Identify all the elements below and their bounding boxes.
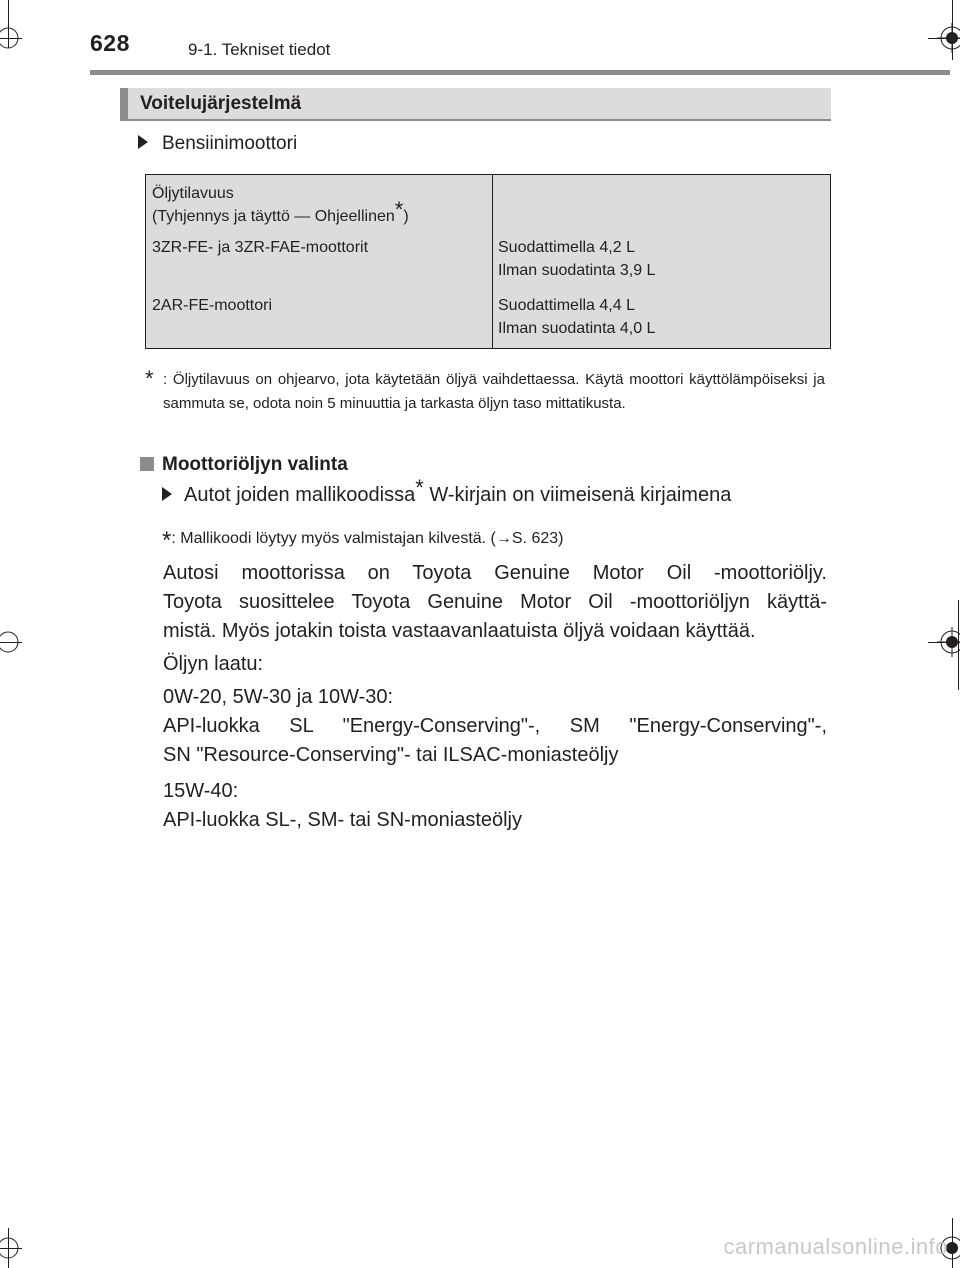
oil-capacity-table (145, 174, 831, 349)
table-header-asterisk: * (394, 196, 404, 222)
footnote-asterisk: * (145, 366, 154, 391)
watermark: carmanualsonline.info (723, 1234, 948, 1259)
table-header-cell (146, 175, 493, 237)
model-code-footnote-text: : Mallikoodi löytyy myös valmistajan kilvestä. (→S. 623) (171, 530, 564, 547)
model-code-text-part1: Autot joiden mallikoodissa (184, 484, 416, 506)
table-row (146, 294, 831, 349)
table-header-line2-text: (Tyhjennys ja täyttö — Ohjeellinen (152, 208, 395, 225)
oil-selection-heading (140, 454, 348, 476)
capacity-without-filter: Ilman suodatinta 4,0 L (498, 320, 656, 337)
table-header-line1: Öljytilavuus (152, 185, 234, 202)
recommendation-paragraph (163, 559, 827, 646)
recommendation-line: mistä. Myös jotakin toista vastaavanlaatuista öljyä voidaan käyttää. (163, 620, 756, 642)
registration-target-icon (937, 627, 960, 657)
grade-spec-line: API-luokka SL "Energy-Conserving"-, SM "Energy-Conserving"-, (163, 715, 827, 737)
engine-cell: 2AR-FE-moottori (146, 294, 493, 349)
page-number: 628 (90, 30, 130, 56)
section-bar-accent (120, 88, 128, 119)
table-header-row (146, 175, 831, 237)
grade-spec-line: SN "Resource-Conserving"- tai ILSAC-moniasteöljy (163, 744, 619, 766)
recommendation-line: Toyota suosittelee Toyota Genuine Motor Oil -moottoriöljyn käyttä- (163, 591, 827, 613)
model-code-asterisk: * (415, 475, 424, 501)
table-header-close: ) (403, 208, 409, 225)
capacity-cell (493, 294, 831, 349)
registration-target-icon (0, 23, 23, 53)
section-title: Voitelujärjestelmä (140, 93, 302, 114)
engine-cell: 3ZR-FE- ja 3ZR-FAE-moottorit (146, 236, 493, 294)
model-code-footnote (162, 522, 564, 554)
oil-quality-label: Öljyn laatu: (163, 653, 264, 675)
section-title-bar (120, 88, 831, 121)
footnote-text: : Öljytilavuus on ohjearvo, jota käytetään öljyä vaihdettaessa. Käytä moottori käyttölämpöiseksi ja sammuta se, odota noin 5 minuuttia ja tarkasta öljyn taso mittatikusta. (163, 371, 825, 412)
model-code-subheading (162, 475, 732, 507)
capacity-footnote (145, 368, 825, 416)
capacity-cell (493, 236, 831, 294)
capacity-with-filter: Suodattimella 4,2 L (498, 239, 635, 256)
grade-label: 15W-40: (163, 780, 239, 802)
capacity-without-filter: Ilman suodatinta 3,9 L (498, 262, 656, 279)
registration-target-icon (0, 627, 23, 657)
recommendation-line: Autosi moottorissa on Toyota Genuine Motor Oil -moottoriöljy. (163, 562, 827, 584)
capacity-with-filter: Suodattimella 4,4 L (498, 297, 635, 314)
grade-group-1 (163, 683, 827, 770)
registration-target-icon (937, 23, 960, 53)
triangle-bullet-icon (138, 135, 148, 149)
registration-target-icon (0, 1233, 23, 1263)
square-bullet-icon (140, 457, 154, 471)
table-header-line2 (152, 196, 492, 228)
model-code-text-part2: W-kirjain on viimeisenä kirjaimena (423, 484, 732, 506)
table-header-empty-cell (493, 175, 831, 237)
header-section-title: 9-1. Tekniset tiedot (188, 40, 331, 59)
oil-selection-heading-label: Moottoriöljyn valinta (162, 454, 348, 475)
grade-spec-line: API-luokka SL-, SM- tai SN-moniasteöljy (163, 809, 523, 831)
triangle-bullet-icon (162, 487, 172, 501)
grade-group-2 (163, 777, 827, 835)
table-row (146, 236, 831, 294)
header-divider (90, 70, 950, 75)
footnote-asterisk: * (162, 527, 172, 554)
grade-label: 0W-20, 5W-30 ja 10W-30: (163, 686, 394, 708)
engine-subheading (138, 133, 297, 155)
engine-subheading-label: Bensiinimoottori (162, 133, 298, 154)
